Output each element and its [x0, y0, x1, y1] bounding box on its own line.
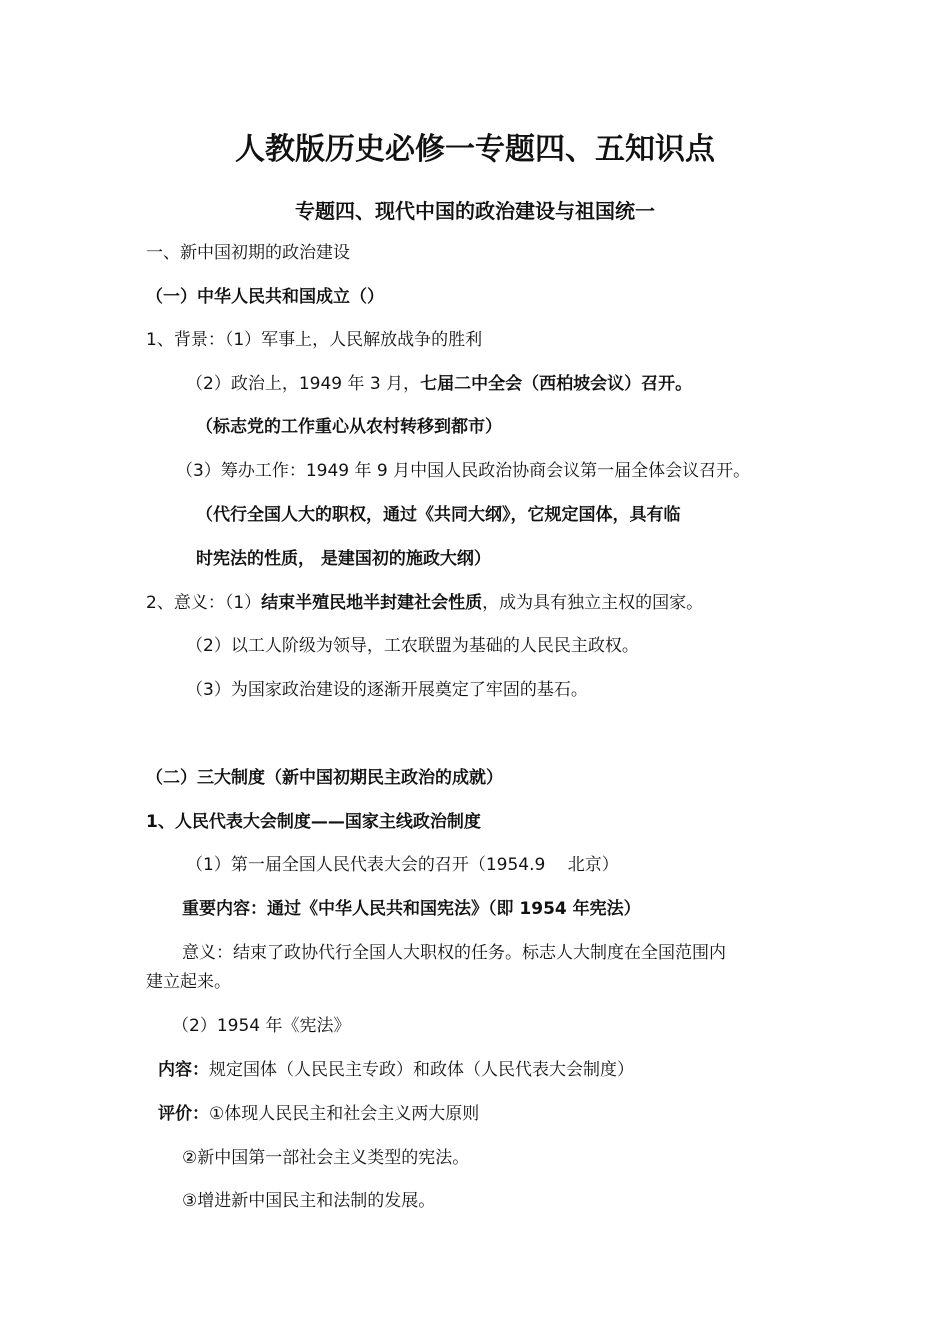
significance-rest: ，成为具有独立主权的国家。 — [482, 593, 704, 613]
significance-line-1 — [146, 592, 703, 614]
section-heading: 一、新中国初期的政治建设 — [146, 243, 350, 263]
constitution-heading: （2）1954 年《宪法》 — [172, 1016, 351, 1036]
constitution-content-text: 规定国体（人民民主专政）和政体（人民代表大会制度） — [209, 1060, 634, 1080]
background-line-1: 1、背景：（1）军事上，人民解放战争的胜利 — [146, 330, 483, 350]
npc-heading: 1、人民代表大会制度——国家主线政治制度 — [146, 812, 481, 832]
background-line-2-prefix: （2）政治上，1949 年 3 月， — [186, 374, 421, 394]
background-note: （标志党的工作重心从农村转移到都市） — [196, 417, 502, 437]
background-note-2a: （代行全国人大的职权，通过《共同大纲》，它规定国体，具有临 — [196, 505, 681, 525]
document-subtitle: 专题四、现代中国的政治建设与祖国统一 — [295, 199, 655, 223]
background-line-3: （3）筹办工作：1949 年 9 月中国人民政治协商会议第一届全体会议召开。 — [176, 461, 751, 481]
evaluation-line-1 — [158, 1103, 479, 1125]
evaluation-item-3: ③增进新中国民主和法制的发展。 — [182, 1191, 436, 1211]
significance-line-2: （2）以工人阶级为领导，工农联盟为基础的人民民主政权。 — [186, 636, 639, 656]
evaluation-item-2: ②新中国第一部社会主义类型的宪法。 — [182, 1148, 470, 1168]
background-line-2 — [186, 373, 692, 395]
document-title: 人教版历史必修一专题四、五知识点 — [235, 132, 715, 167]
background-note-2b: 时宪法的性质， 是建国初的施政大纲） — [196, 549, 491, 569]
constitution-content — [158, 1059, 634, 1081]
evaluation-item-1: ①体现人民民主和社会主义两大原则 — [209, 1104, 480, 1124]
background-line-2-bold: 七届二中全会（西柏坡会议）召开。 — [420, 374, 693, 394]
npc-line-1: （1）第一届全国人民代表大会的召开（1954.9 北京） — [186, 855, 619, 875]
subsection-heading: （一）中华人民共和国成立（） — [146, 287, 384, 307]
npc-content: 重要内容：通过《中华人民共和国宪法》（即 1954 年宪法） — [182, 899, 641, 919]
evaluation-label: 评价： — [158, 1104, 209, 1124]
npc-significance-2: 建立起来。 — [146, 972, 231, 992]
significance-bold: 结束半殖民地半封建社会性质 — [261, 593, 483, 613]
constitution-content-label: 内容： — [158, 1060, 209, 1080]
significance-prefix: 2、意义：（1） — [146, 593, 262, 613]
significance-line-3: （3）为国家政治建设的逐渐开展奠定了牢固的基石。 — [186, 680, 588, 700]
subsection-heading-2: （二）三大制度（新中国初期民主政治的成就） — [146, 768, 503, 788]
npc-significance-1: 意义：结束了政协代行全国人大职权的任务。标志人大制度在全国范围内 — [182, 943, 726, 963]
